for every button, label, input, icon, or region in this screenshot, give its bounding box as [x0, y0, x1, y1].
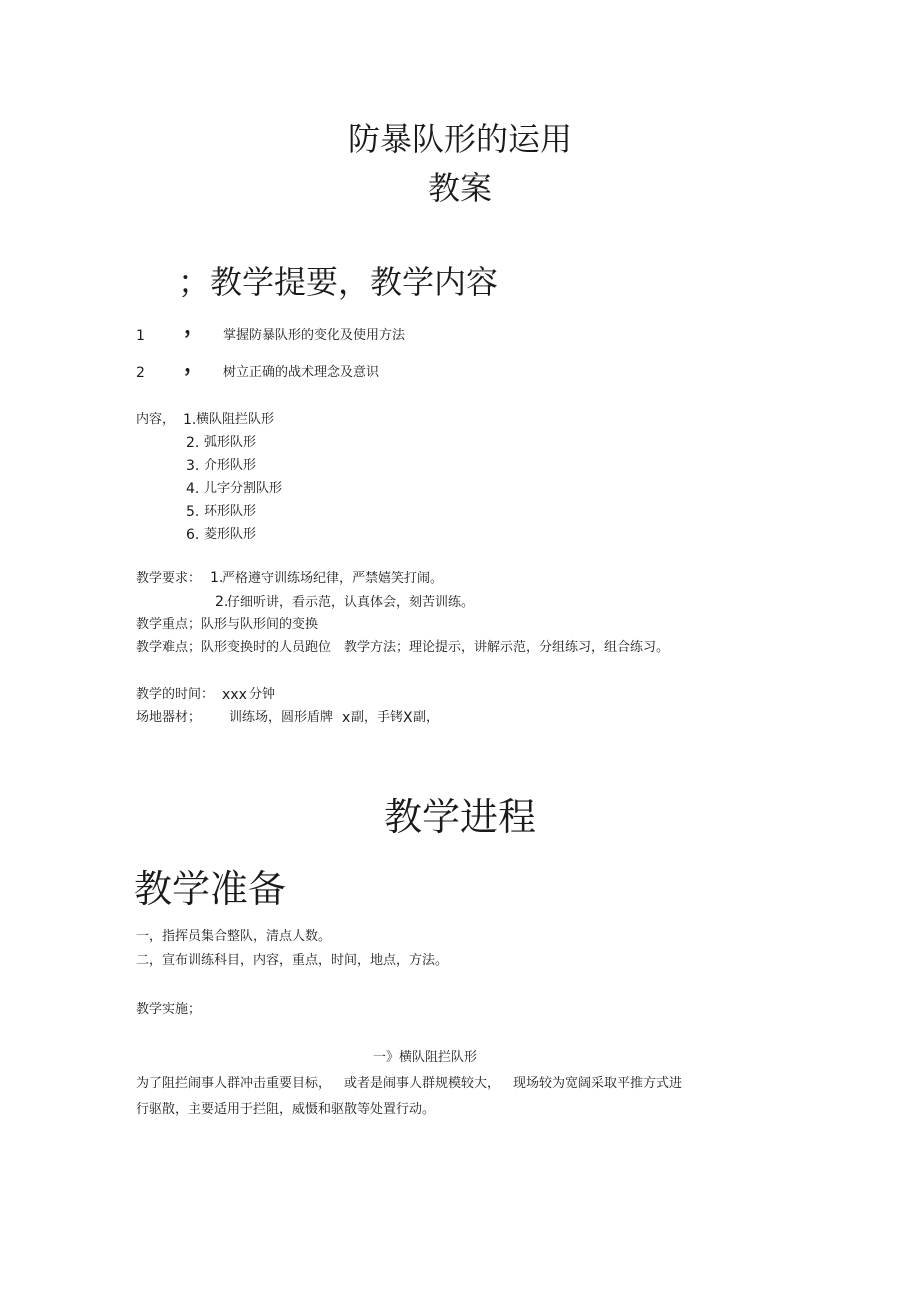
content-item-text: 弧形队形 [204, 435, 257, 450]
method-line: 教学方法；理论提示，讲解示范，分组练习，组合练习。 [344, 640, 670, 655]
preparation-item: 二，宣布训练科目，内容，重点，时间，地点，方法。 [136, 953, 449, 968]
objective-text: 掌握防暴队形的变化及使用方法 [223, 328, 406, 343]
content-item-text: 儿字分割队形 [204, 481, 283, 496]
content-item-text: 介形队形 [204, 458, 257, 473]
objective-text: 树立正确的战术理念及意识 [223, 365, 380, 380]
key-point-line: 教学重点；队形与队形间的变换 [136, 617, 319, 632]
preparation-item: 一，指挥员集合整队，清点人数。 [136, 929, 332, 944]
objective-separator: ， [184, 314, 207, 339]
venue-text: 训练场，圆形盾牌 [229, 710, 334, 725]
venue-text: 副， [413, 710, 440, 725]
content-item-number: 2. [186, 435, 200, 451]
content-label: 内容， [136, 412, 176, 427]
content-item-number: 4. [186, 481, 200, 497]
difficulty-line: 教学难点；队形变换时的人员跑位 [136, 640, 332, 655]
content-item-number: 6. [186, 527, 200, 543]
content-item-number: 3. [186, 458, 200, 474]
time-label: 教学的时间： [136, 687, 215, 702]
content-item-text: 环形队形 [204, 504, 257, 519]
venue-handcuff-quantity: X [403, 710, 413, 726]
paragraph-text: 或者是闹事人群规模较大， [344, 1076, 501, 1091]
time-value: xxx [222, 687, 247, 703]
section-title: 一》横队阻拦队形 [373, 1050, 478, 1065]
implementation-label: 教学实施； [136, 1002, 202, 1017]
preparation-heading: 教学准备 [134, 867, 287, 911]
process-heading: 教学进程 [383, 795, 536, 839]
content-item-text: 横队阻拦队形 [196, 412, 275, 427]
requirement-number: 1. [210, 570, 224, 586]
content-item-text: 菱形队形 [204, 527, 257, 542]
paragraph-text: 现场较为宽阔采取平推方式进 [513, 1076, 683, 1091]
paragraph-text: 行驱散，主要适用于拦阻，威慑和驱散等处置行动。 [136, 1102, 436, 1117]
content-item-number: 1. [183, 412, 197, 428]
requirement-text: 仔细听讲，看示范，认真体会，刻苦训练。 [227, 595, 475, 610]
time-unit: 分钟 [249, 687, 276, 702]
requirement-number: 2. [215, 594, 229, 610]
paragraph-text: 为了阻拦闹事人群冲击重要目标， [136, 1076, 332, 1091]
venue-text: 副，手铐 [351, 710, 404, 725]
objective-number: 2 [136, 365, 145, 381]
venue-label: 场地器材； [136, 710, 202, 725]
objective-separator: ， [184, 352, 207, 377]
content-item-number: 5. [186, 504, 200, 520]
objective-number: 1 [136, 328, 145, 344]
requirement-text: 严格遵守训练场纪律，严禁嬉笑打闹。 [222, 571, 444, 586]
document-subtitle: 教案 [427, 169, 492, 207]
venue-shield-quantity: x [342, 710, 351, 726]
document-title: 防暴队形的运用 [347, 120, 572, 158]
summary-heading: ；教学提要，教学内容 [178, 263, 499, 301]
requirements-label: 教学要求： [136, 571, 202, 586]
